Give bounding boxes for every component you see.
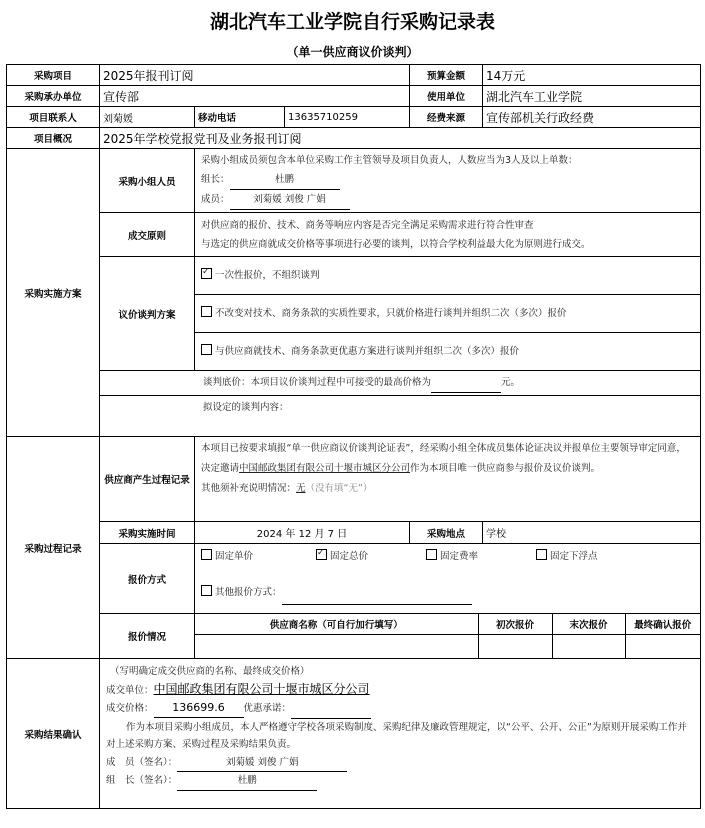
result-members-prefix: 成 员（签名）： xyxy=(106,756,178,768)
budget-label: 预算金额 xyxy=(410,65,483,86)
result-promise-blank[interactable] xyxy=(291,700,371,719)
price-label: 报价情况 xyxy=(100,614,195,659)
option-1-label: 一次性报价，不组织谈判 xyxy=(215,270,320,281)
process-section-label: 采购过程记录 xyxy=(7,437,100,659)
floor-suffix: 元。 xyxy=(501,377,521,388)
quote-option-4[interactable] xyxy=(536,546,598,568)
fund-value: 宣传部机关行政经费 xyxy=(483,107,701,128)
quote-label: 报价方式 xyxy=(100,544,195,614)
option-1-checkbox-checked[interactable] xyxy=(201,268,212,279)
content-label: 拟设定的谈判内容： xyxy=(203,402,289,413)
quote-option-2-label: 固定总价 xyxy=(330,551,369,562)
col-supplier: 供应商名称（可自行加行填写） xyxy=(195,614,478,634)
members-value: 刘菊媛 刘俊 广娟 xyxy=(230,190,350,210)
other-hint: （没有填“无”） xyxy=(305,483,373,494)
result-unit-prefix: 成交单位： xyxy=(106,684,154,696)
page-subtitle: （单一供应商议价谈判） xyxy=(286,45,419,59)
project-value: 2025年报刊订阅 xyxy=(100,65,410,86)
content-row xyxy=(100,396,701,437)
price-cell-final[interactable] xyxy=(625,634,700,658)
place-label: 采购地点 xyxy=(410,522,483,544)
option-3-checkbox[interactable] xyxy=(201,344,212,355)
price-grid-cell xyxy=(195,614,701,659)
result-members-value: 刘菊媛 刘俊 广娟 xyxy=(177,754,347,773)
price-grid xyxy=(195,614,700,658)
principle-cell xyxy=(195,213,701,257)
result-leader-prefix: 组 长（签名）： xyxy=(106,775,178,786)
supplier-label: 供应商产生过程记录 xyxy=(100,437,195,522)
supplier-name: 中国邮政集团有限公司十堰市城区分公司 xyxy=(239,463,411,474)
price-cell-supplier[interactable] xyxy=(195,634,478,658)
quote-option-3-checkbox[interactable] xyxy=(426,549,437,560)
result-cell xyxy=(100,659,701,809)
quote-options xyxy=(195,544,701,614)
col-last: 末次报价 xyxy=(552,614,625,634)
option-3-row[interactable] xyxy=(195,333,701,371)
result-price-prefix: 成交价格： xyxy=(106,703,154,714)
dept-value: 宣传部 xyxy=(100,86,410,107)
user-unit-label: 使用单位 xyxy=(410,86,483,107)
quote-other-label: 其他报价方式： xyxy=(215,587,282,598)
place-value: 学校 xyxy=(483,522,701,544)
leader-prefix: 组长： xyxy=(201,174,230,185)
option-2-row[interactable] xyxy=(195,295,701,333)
quote-option-3-label: 固定费率 xyxy=(440,551,479,562)
contact-value: 刘菊媛 xyxy=(100,107,195,128)
option-1-row[interactable] xyxy=(195,257,701,295)
user-unit-value: 湖北汽车工业学院 xyxy=(483,86,701,107)
result-unit-value: 中国邮政集团有限公司十堰市城区分公司 xyxy=(153,681,370,696)
plan-section-label: 采购实施方案 xyxy=(7,149,100,437)
project-label: 采购项目 xyxy=(7,65,100,86)
floor-price-row xyxy=(100,371,701,396)
overview-value: 2025年学校党报党刊及业务报刊订阅 xyxy=(100,128,701,149)
quote-other-blank[interactable] xyxy=(282,582,472,605)
time-label: 采购实施时间 xyxy=(100,522,195,544)
quote-option-4-checkbox[interactable] xyxy=(536,549,547,560)
quote-other[interactable] xyxy=(201,582,694,605)
contact-label: 项目联系人 xyxy=(7,107,100,128)
floor-price-blank[interactable] xyxy=(431,373,501,393)
members-prefix: 成员： xyxy=(201,194,230,205)
principle-label: 成交原则 xyxy=(100,213,195,257)
phone-label: 移动电话 xyxy=(195,107,285,128)
leader-value: 杜鹏 xyxy=(230,170,340,190)
quote-option-1[interactable] xyxy=(201,546,316,568)
record-table xyxy=(6,64,701,809)
quote-option-3[interactable] xyxy=(426,546,536,568)
dept-label: 采购承办单位 xyxy=(7,86,100,107)
price-cell-last[interactable] xyxy=(552,634,625,658)
principle-line-2: 与选定的供应商就成交价格等事项进行必要的谈判，以符合学校利益最大化为原则进行成交。 xyxy=(201,238,591,250)
time-value: 2024 年 12 月 7 日 xyxy=(195,522,410,544)
result-statement: 作为本项目采购小组成员，本人严格遵守学校各项采购制度、采购纪律及廉政管理规定，以“公平、公开、公正”为原则开展采购工作并对上述采购方案、采购过程及采购结果负责。 xyxy=(106,721,687,750)
fund-label: 经费来源 xyxy=(410,107,483,128)
quote-option-1-checkbox[interactable] xyxy=(201,549,212,560)
option-2-label: 不改变对技术、商务条款的实质性要求，只就价格进行谈判并组织二次（多次）报价 xyxy=(215,308,567,319)
floor-prefix: 谈判底价：本项目议价谈判过程中可接受的最高价格为 xyxy=(203,377,432,388)
quote-option-2[interactable] xyxy=(316,546,426,568)
quote-option-4-label: 固定下浮点 xyxy=(550,551,598,562)
result-price-value: 136699.6 xyxy=(154,699,244,718)
quote-other-checkbox[interactable] xyxy=(201,585,212,596)
overview-label: 项目概况 xyxy=(7,128,100,149)
other-prefix: 其他须补充说明情况： xyxy=(201,483,297,494)
supplier-text-1: 本项目已按要求填报“单一供应商议价谈判论证表”，经采购小组全体成员集体论证决议并报单位主要领导审定同意，决定邀请 xyxy=(201,443,686,474)
page-title: 湖北汽车工业学院自行采购记录表 xyxy=(209,11,495,33)
option-2-checkbox[interactable] xyxy=(201,306,212,317)
price-cell-first[interactable] xyxy=(478,634,552,658)
col-final: 最终确认报价 xyxy=(625,614,700,634)
group-desc: 采购小组成员须包含本单位采购工作主管领导及项目负责人，人数应当为3人及以上单数： xyxy=(201,155,578,166)
option-3-label: 与供应商就技术、商务条款更优惠方案进行谈判并组织二次（多次）报价 xyxy=(215,346,520,357)
result-hint: （写明确定成交供应商的名称、最终成交价格） xyxy=(110,666,310,677)
col-first: 初次报价 xyxy=(478,614,552,634)
supplier-cell xyxy=(195,437,701,522)
group-cell xyxy=(195,149,701,213)
other-value: 无 xyxy=(296,483,306,494)
result-promise-prefix: 优惠承诺： xyxy=(243,703,292,714)
quote-option-1-label: 固定单价 xyxy=(215,551,254,562)
result-section-label: 采购结果确认 xyxy=(7,659,100,809)
quote-option-2-checkbox-checked[interactable] xyxy=(316,549,327,560)
principle-line-1: 对供应商的报价、技术、商务等响应内容是否完全满足采购需求进行符合性审查 xyxy=(201,219,534,231)
phone-value: 13635710259 xyxy=(285,107,410,128)
negotiation-label: 议价谈判方案 xyxy=(100,257,195,371)
result-leader-value: 杜鹏 xyxy=(177,772,317,791)
supplier-text-2: 作为本项目唯一供应商参与报价及议价谈判。 xyxy=(410,463,601,474)
group-label: 采购小组人员 xyxy=(100,149,195,213)
budget-value: 14万元 xyxy=(483,65,701,86)
